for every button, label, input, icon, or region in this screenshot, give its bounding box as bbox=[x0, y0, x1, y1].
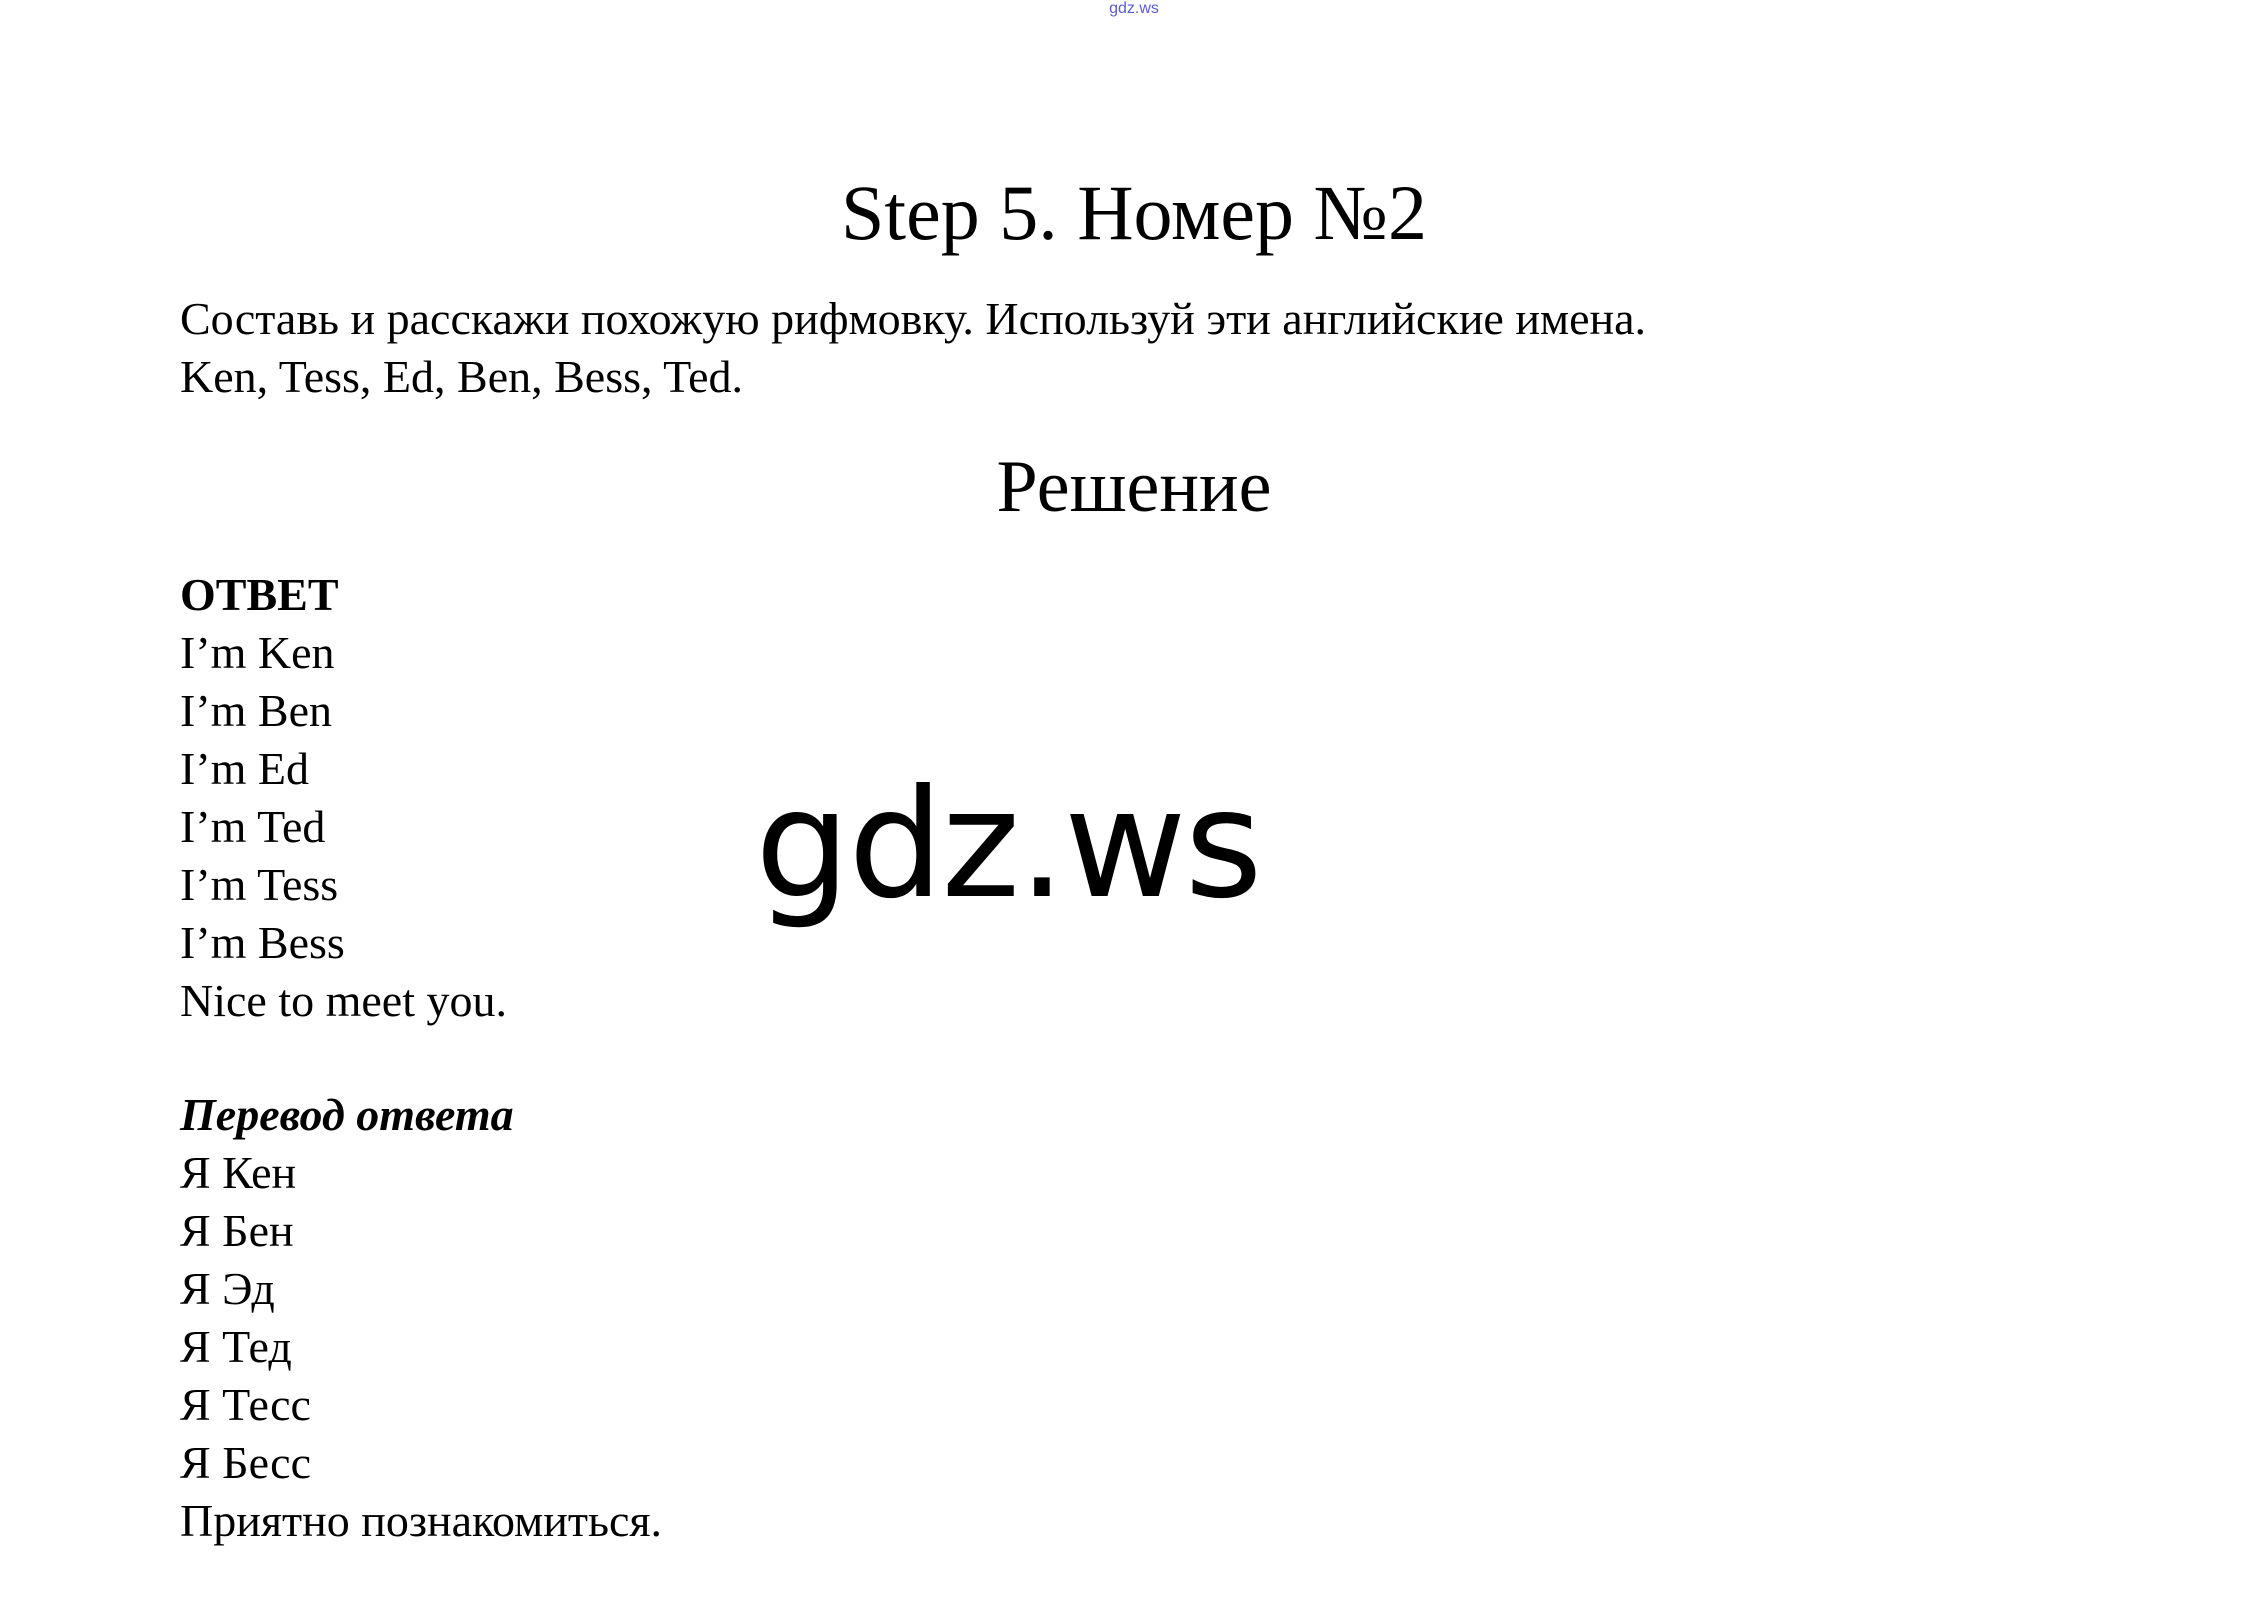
answer-heading: ОТВЕТ bbox=[180, 569, 339, 620]
page-title: Step 5. Номер №2 bbox=[841, 169, 1427, 256]
answer-line: I’m Bess bbox=[180, 917, 345, 968]
answer-line: I’m Ted bbox=[180, 801, 326, 852]
task-names: Ken, Tess, Ed, Ben, Bess, Ted. bbox=[180, 351, 743, 402]
task-text bbox=[180, 290, 2130, 406]
translation-line: Я Тед bbox=[180, 1321, 292, 1372]
answer-line: I’m Ben bbox=[180, 685, 333, 736]
solution-title: Решение bbox=[996, 446, 1272, 528]
translation-line: Я Тесс bbox=[180, 1379, 311, 1430]
answer-line: I’m Tess bbox=[180, 859, 339, 910]
task-instruction: Составь и расскажи похожую рифмовку. Используй эти английские имена. bbox=[180, 293, 1647, 344]
answer-block bbox=[180, 566, 507, 1030]
answer-line: I’m Ken bbox=[180, 627, 335, 678]
translation-line: Приятно познакомиться. bbox=[180, 1495, 663, 1546]
translation-line: Я Бен bbox=[180, 1205, 294, 1256]
answer-line: Nice to meet you. bbox=[180, 975, 508, 1026]
translation-line: Я Кен bbox=[180, 1147, 297, 1198]
translation-line: Я Бесс bbox=[180, 1437, 311, 1488]
site-link[interactable]: gdz.ws bbox=[1109, 0, 1159, 17]
watermark-logo: gdz.ws bbox=[755, 758, 1261, 932]
translation-heading: Перевод ответа bbox=[180, 1089, 514, 1140]
translation-line: Я Эд bbox=[180, 1263, 275, 1314]
translation-block bbox=[180, 1086, 662, 1550]
answer-line: I’m Ed bbox=[180, 743, 310, 794]
